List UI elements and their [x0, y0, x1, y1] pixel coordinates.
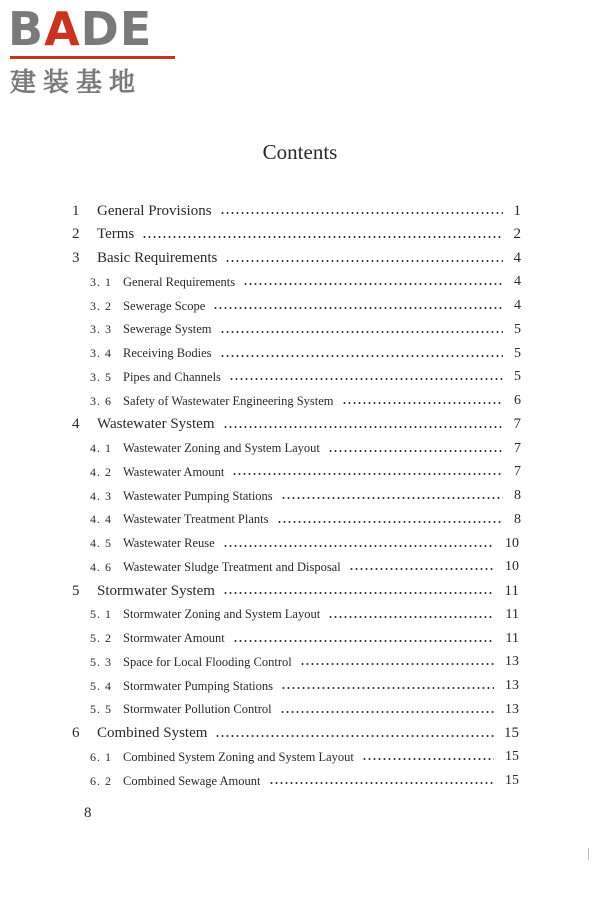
toc-entry-number: 6. 1 [90, 749, 112, 764]
toc-entry-page: 6 [514, 393, 521, 408]
toc-entry-number: 4. 3 [90, 488, 112, 503]
toc-entry-page: 11 [505, 606, 519, 622]
toc-leader-dots [342, 402, 503, 404]
toc-leader-dots [233, 640, 494, 642]
toc-entry-page: 13 [505, 654, 519, 670]
toc-entry-page: 7 [514, 440, 521, 456]
toc-entry[interactable] [0, 438, 600, 460]
toc-entry-number: 6 [72, 725, 80, 741]
toc-leader-dots [281, 497, 503, 499]
toc-entry-label: Space for Local Flooding Control [123, 655, 296, 670]
toc-entry-number: 4. 5 [90, 536, 112, 550]
toc-entry[interactable] [0, 200, 600, 222]
toc-leader-dots [213, 307, 503, 309]
toc-entry-label: Safety of Wastewater Engineering System [123, 394, 338, 409]
toc-entry-label: Wastewater Sludge Treatment and Disposal [123, 560, 345, 575]
toc-leader-dots [328, 450, 503, 452]
logo-letters-post: DE [80, 2, 153, 56]
toc-leader-dots [328, 616, 494, 618]
toc-entry-page: 10 [505, 559, 519, 575]
toc-entry[interactable] [0, 485, 600, 507]
toc-entry-number: 4. 2 [90, 464, 112, 479]
toc-entry-label: Wastewater Zoning and System Layout [123, 441, 324, 456]
toc-leader-dots [243, 283, 503, 285]
toc-entry-page: 7 [513, 416, 521, 433]
toc-entry-number: 5 [72, 582, 80, 599]
toc-leader-dots [362, 758, 494, 760]
toc-entry-number: 4 [72, 416, 80, 433]
logo-wordmark [8, 4, 183, 54]
toc-entry-label: Combined Sewage Amount [123, 774, 265, 789]
toc-entry-label: Wastewater Reuse [123, 536, 219, 551]
toc-entry-label: Sewerage System [123, 322, 216, 337]
toc-entry-label: General Provisions [97, 203, 216, 220]
toc-entry[interactable] [0, 461, 600, 483]
toc-leader-dots [277, 521, 503, 523]
toc-entry[interactable] [0, 699, 600, 721]
toc-entry-page: 11 [504, 582, 519, 599]
toc-entry-number: 2 [72, 226, 80, 243]
toc-entry-page: 5 [514, 345, 521, 361]
toc-entry-number: 5. 4 [90, 678, 112, 693]
toc-entry-label: Receiving Bodies [123, 346, 216, 361]
toc-entry-label: Wastewater Pumping Stations [123, 489, 277, 504]
toc-entry[interactable] [0, 224, 600, 246]
toc-entry[interactable] [0, 770, 600, 792]
toc-entry[interactable] [0, 651, 600, 673]
toc-leader-dots [300, 663, 494, 665]
toc-leader-dots [220, 331, 503, 333]
toc-entry-number: 5. 1 [90, 607, 112, 622]
toc-entry[interactable] [0, 366, 600, 388]
toc-entry[interactable] [0, 248, 600, 270]
toc-entry-label: Stormwater Zoning and System Layout [123, 607, 324, 622]
toc-entry-number: 6. 2 [90, 773, 112, 788]
toc-entry-page: 10 [505, 535, 519, 551]
toc-entry-number: 4. 1 [90, 441, 112, 455]
toc-entry-page: 5 [514, 369, 521, 385]
page-number: 8 [84, 805, 92, 821]
toc-entry[interactable] [0, 675, 600, 697]
toc-entry-page: 2 [513, 226, 521, 243]
toc-entry-label: Combined System [97, 725, 211, 742]
bade-logo [8, 2, 183, 98]
logo-letters-pre: B [8, 2, 45, 56]
toc-entry-number: 4. 6 [90, 559, 112, 574]
toc-entry-number: 5. 3 [90, 654, 112, 669]
toc-entry-page: 13 [505, 701, 519, 717]
toc-entry-label: Basic Requirements [97, 250, 221, 267]
toc-entry[interactable] [0, 343, 600, 365]
toc-entry-number: 3. 5 [90, 369, 112, 384]
toc-entry-number: 3. 3 [90, 322, 112, 337]
toc-entry[interactable] [0, 556, 600, 578]
toc-entry-page: 5 [514, 321, 521, 337]
toc-leader-dots [349, 568, 494, 570]
toc-entry[interactable] [0, 746, 600, 768]
toc-entry[interactable] [0, 390, 600, 412]
toc-leader-dots [229, 378, 503, 380]
toc-entry-page: 13 [505, 678, 519, 693]
toc-leader-dots [225, 260, 503, 262]
toc-entry-label: Terms [97, 226, 138, 243]
toc-entry-page: 4 [513, 250, 521, 266]
page-title: Contents [262, 140, 338, 164]
toc-entry-number: 3 [72, 250, 80, 266]
toc-leader-dots [215, 735, 494, 737]
edge-mark [588, 848, 589, 860]
toc-entry[interactable] [0, 580, 600, 602]
toc-entry-page: 15 [505, 773, 519, 788]
toc-leader-dots [142, 236, 503, 238]
toc-entry-page: 8 [514, 511, 521, 527]
toc-entry-label: Stormwater System [97, 583, 219, 600]
toc-entry-page: 15 [505, 749, 519, 765]
toc-entry[interactable] [0, 723, 600, 745]
toc-entry[interactable] [0, 414, 600, 436]
toc-entry[interactable] [0, 319, 600, 341]
toc-entry[interactable] [0, 533, 600, 555]
logo-letter-accent: A [44, 2, 81, 56]
toc-entry[interactable] [0, 295, 600, 317]
toc-leader-dots [220, 355, 503, 357]
toc-entry-label: Combined System Zoning and System Layout [123, 750, 358, 765]
toc-entry-number: 5. 5 [90, 702, 112, 717]
toc-entry-page: 4 [514, 298, 521, 313]
toc-entry-label: Sewerage Scope [123, 299, 209, 314]
toc-entry-number: 4. 4 [90, 512, 112, 527]
toc-entry-page: 11 [505, 630, 519, 646]
toc-entry-label: Wastewater Amount [123, 465, 228, 480]
toc-entry-page: 7 [514, 464, 521, 480]
toc-entry-page: 15 [504, 725, 519, 741]
logo-rule [10, 56, 175, 59]
toc-leader-dots [223, 545, 494, 547]
toc-leader-dots [220, 212, 503, 214]
toc-entry-number: 3. 4 [90, 346, 112, 360]
logo-subtitle: 建装基地 [10, 68, 143, 98]
toc-entry-label: Pipes and Channels [123, 370, 225, 385]
toc-entry-number: 3. 2 [90, 298, 112, 313]
toc-entry-label: Wastewater Treatment Plants [123, 512, 273, 527]
toc-entry[interactable] [0, 628, 600, 650]
toc-entry-number: 5. 2 [90, 631, 112, 645]
toc-leader-dots [223, 426, 503, 428]
toc-entry[interactable] [0, 271, 600, 293]
toc-entry-page: 1 [513, 202, 521, 219]
toc-entry-page: 4 [514, 274, 521, 290]
toc-entry[interactable] [0, 604, 600, 626]
toc-entry-number: 1 [72, 202, 80, 219]
toc-entry[interactable] [0, 509, 600, 531]
toc-leader-dots [280, 711, 494, 713]
toc-leader-dots [281, 687, 494, 689]
toc-entry-page: 8 [514, 488, 521, 503]
toc-entry-number: 3. 1 [90, 274, 112, 289]
toc-entry-label: Wastewater System [97, 416, 219, 433]
toc-leader-dots [232, 473, 503, 475]
toc-leader-dots [269, 782, 494, 784]
toc-leader-dots [223, 592, 494, 594]
toc-entry-label: Stormwater Pumping Stations [123, 679, 277, 694]
toc-entry-label: General Requirements [123, 275, 239, 290]
toc-entry-label: Stormwater Pollution Control [123, 702, 276, 717]
toc-entry-label: Stormwater Amount [123, 631, 229, 646]
toc-entry-number: 3. 6 [90, 393, 112, 408]
